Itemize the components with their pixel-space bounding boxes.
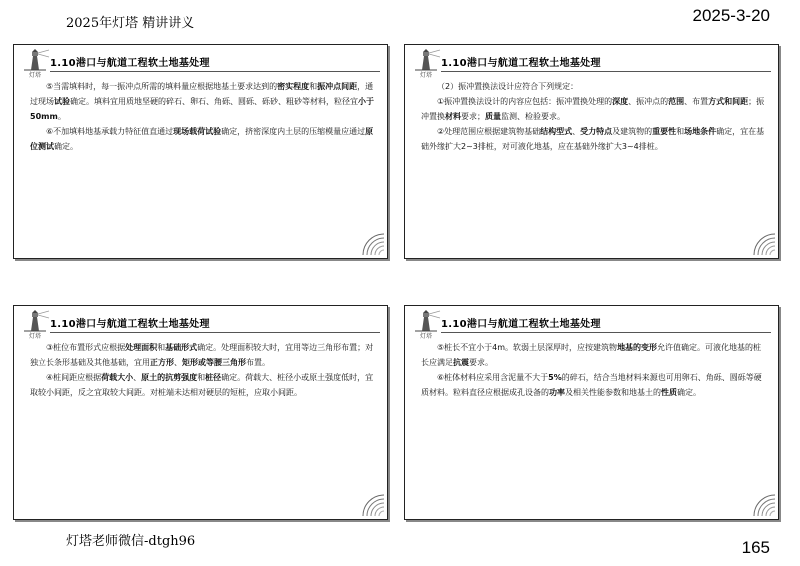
emphasis-text: 功率 bbox=[549, 388, 565, 397]
body-text: 确定。 bbox=[677, 388, 701, 397]
slide-1 bbox=[13, 44, 388, 259]
lighthouse-logo bbox=[411, 309, 441, 341]
body-text: ①振冲置换法设计的内容应包括：振冲置换处理的 bbox=[437, 97, 613, 106]
body-text: 、 bbox=[572, 127, 581, 136]
body-text: ⑥不加填料地基承载力特征值直通过 bbox=[46, 127, 174, 136]
lighthouse-logo bbox=[20, 48, 50, 80]
body-text: ，通过现场 bbox=[30, 82, 374, 106]
body-text: 确定。处理面积较大时，宜用等边三角形布置；对独立长条形基础及其他基础，宜用 bbox=[30, 343, 374, 367]
body-text: 和 bbox=[197, 373, 206, 382]
body-text: ②处理范围应根据建筑物基础 bbox=[437, 127, 541, 136]
body-text: ⑤桩长不宜小于4m。软弱土层深厚时，应按建筑物 bbox=[437, 343, 618, 352]
emphasis-text: 处理面积 bbox=[125, 343, 158, 352]
slide-body bbox=[421, 340, 766, 400]
body-text: 允许值确定。可液化地基的桩长应满足 bbox=[421, 343, 762, 367]
paragraph bbox=[421, 340, 766, 370]
logo-text: 灯塔 bbox=[28, 72, 41, 79]
body-text: 和 bbox=[157, 343, 166, 352]
emphasis-text: 5% bbox=[548, 373, 562, 382]
paragraph bbox=[30, 79, 375, 124]
emphasis-text: 抗震 bbox=[453, 358, 469, 367]
emphasis-text: 密实程度 bbox=[277, 82, 310, 91]
paragraph bbox=[30, 340, 375, 370]
emphasis-text: 地基的变形 bbox=[617, 343, 658, 352]
corner-swirl-icon bbox=[750, 491, 776, 517]
body-text: 和 bbox=[309, 82, 318, 91]
emphasis-text: 振冲点间距 bbox=[317, 82, 358, 91]
body-text: 及建筑物的 bbox=[612, 127, 653, 136]
body-text: 、振冲点的 bbox=[628, 97, 669, 106]
emphasis-text: 深度 bbox=[612, 97, 629, 106]
lighthouse-logo bbox=[20, 309, 50, 341]
emphasis-text: 正方形 bbox=[150, 358, 174, 367]
paragraph bbox=[421, 370, 766, 400]
emphasis-text: 基础形式 bbox=[165, 343, 198, 352]
lighthouse-icon bbox=[20, 48, 50, 72]
body-text: 确定。填料宜用质地坚硬的碎石、卵石、角砾、圆砾、砾砂、粗砂等材料，粒径宜 bbox=[70, 97, 358, 106]
slide-3 bbox=[13, 305, 388, 520]
header-left-text: 2025年灯塔 精讲讲义 bbox=[66, 16, 195, 31]
emphasis-text: 小于50mm bbox=[30, 97, 374, 121]
paragraph bbox=[421, 94, 766, 124]
slide-title: 1.10港口与航道工程软土地基处理 bbox=[50, 315, 380, 333]
slide-4 bbox=[404, 305, 779, 520]
paragraph bbox=[421, 124, 766, 154]
emphasis-text: 受力特点 bbox=[580, 127, 613, 136]
emphasis-text: 结构型式 bbox=[540, 127, 573, 136]
page-number: 165 bbox=[741, 538, 770, 557]
emphasis-text: 原位测试 bbox=[30, 127, 374, 151]
slide-body bbox=[30, 340, 375, 400]
emphasis-text: 质量 bbox=[485, 112, 501, 121]
emphasis-text: 性质 bbox=[661, 388, 677, 397]
emphasis-text: 方式和间距 bbox=[708, 97, 749, 106]
emphasis-text: 试验 bbox=[54, 97, 70, 106]
paragraph bbox=[30, 370, 375, 400]
logo-text: 灯塔 bbox=[419, 333, 432, 340]
emphasis-text: 现场载荷试验 bbox=[173, 127, 222, 136]
slide-title: 1.10港口与航道工程软土地基处理 bbox=[50, 54, 380, 72]
slide-title: 1.10港口与航道工程软土地基处理 bbox=[441, 315, 771, 333]
body-text: 确定。 bbox=[54, 142, 78, 151]
lighthouse-icon bbox=[20, 309, 50, 333]
emphasis-text: 材料 bbox=[445, 112, 461, 121]
body-text: 、 bbox=[174, 358, 182, 367]
body-text: 要求； bbox=[461, 112, 485, 121]
body-text: ⑤当需填料时，每一振冲点所需的填料量应根据地基土要求达到的 bbox=[46, 82, 278, 91]
slide-2 bbox=[404, 44, 779, 259]
header-date: 2025-3-20 bbox=[692, 6, 770, 25]
lighthouse-logo bbox=[411, 48, 441, 80]
emphasis-text: 重要性 bbox=[652, 127, 677, 136]
body-text: 布置。 bbox=[246, 358, 270, 367]
body-text: ⑥桩体材料应采用含泥量不大于 bbox=[437, 373, 549, 382]
body-text: 及相关性能参数和地基土的 bbox=[565, 388, 661, 397]
corner-swirl-icon bbox=[750, 230, 776, 256]
body-text: 的碎石，结合当地材料来源也可用卵石、角砾、圆砾等硬质材料。粒料直径应根据成孔设备的 bbox=[421, 373, 762, 397]
logo-text: 灯塔 bbox=[419, 72, 432, 79]
corner-swirl-icon bbox=[359, 230, 385, 256]
footer-left-text: 灯塔老师微信-dtgh96 bbox=[66, 534, 196, 549]
emphasis-text: 原土的抗剪强度 bbox=[141, 373, 198, 382]
body-text: 监测、检验要求。 bbox=[501, 112, 565, 121]
logo-text: 灯塔 bbox=[28, 333, 41, 340]
slide-title: 1.10港口与航道工程软土地基处理 bbox=[441, 54, 771, 72]
paragraph bbox=[30, 124, 375, 154]
body-text: （2）振冲置换法设计应符合下列规定： bbox=[437, 82, 579, 91]
body-text: 确定，宜在基础外缘扩大2~3排桩，对可液化地基，应在基础外缘扩大3~4排桩。 bbox=[421, 127, 765, 151]
body-text: 确定。荷载大、桩径小或原土强度低时，宜取较小间距，反之宜取较大间距。对桩端未达相对硬层的短桩，应取小间距。 bbox=[30, 373, 374, 397]
body-text: 。 bbox=[57, 112, 66, 121]
body-text: ③桩位布置形式应根据 bbox=[46, 343, 126, 352]
body-text: 和 bbox=[676, 127, 685, 136]
body-text: ；振冲置换 bbox=[421, 97, 765, 121]
corner-swirl-icon bbox=[359, 491, 385, 517]
body-text: ④桩间距应根据 bbox=[46, 373, 102, 382]
paragraph bbox=[421, 79, 766, 94]
lighthouse-icon bbox=[411, 48, 441, 72]
emphasis-text: 矩形或等腰三角形 bbox=[182, 358, 246, 367]
emphasis-text: 荷载大小 bbox=[101, 373, 134, 382]
emphasis-text: 场地条件 bbox=[684, 127, 717, 136]
body-text: 要求。 bbox=[469, 358, 493, 367]
emphasis-text: 桩径 bbox=[205, 373, 222, 382]
slide-body bbox=[30, 79, 375, 154]
emphasis-text: 范围 bbox=[668, 97, 685, 106]
slide-body bbox=[421, 79, 766, 154]
body-text: 、布置 bbox=[684, 97, 709, 106]
lighthouse-icon bbox=[411, 309, 441, 333]
body-text: 、 bbox=[133, 373, 142, 382]
body-text: 确定，挤密深度内土层的压缩模量应通过 bbox=[221, 127, 366, 136]
